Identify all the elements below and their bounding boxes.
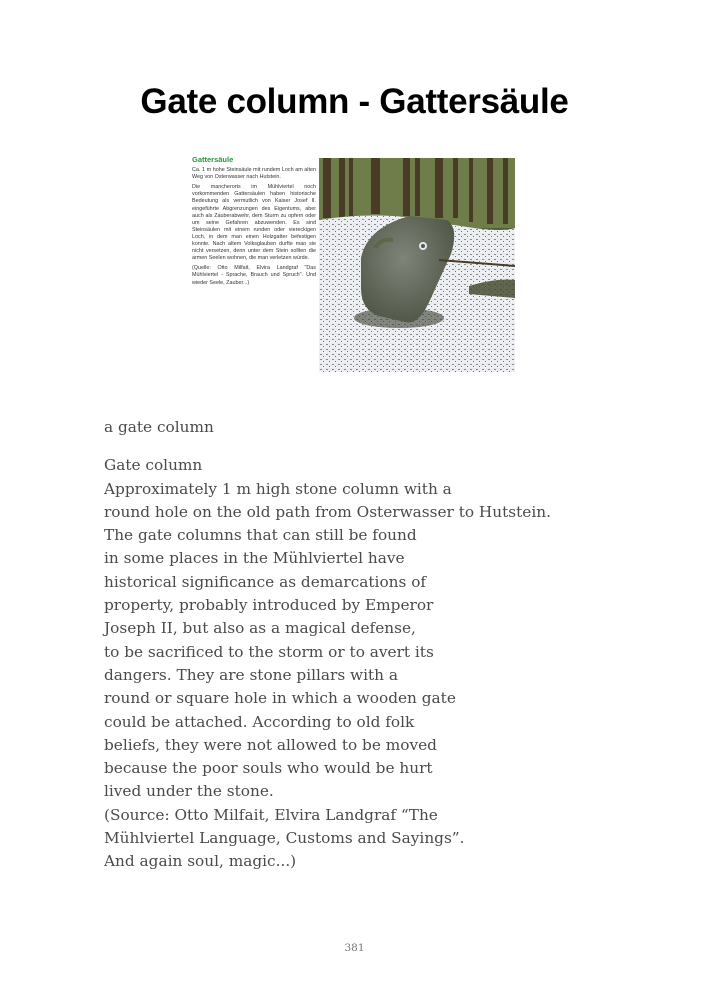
scan-paragraph: Ca. 1 m hohe Steinsäule mit rundem Loch am alten Weg von Osterwasser nach Hutstein. xyxy=(192,167,316,181)
body-text xyxy=(104,416,624,874)
text-line: Mühlviertel Language, Customs and Sayings”. xyxy=(104,829,465,848)
description-paragraph xyxy=(104,454,624,873)
text-line: lived under the stone. xyxy=(104,782,274,801)
scan-paragraph: Die mancherorts im Mühlviertel noch vorkommenden Gattersäulen haben historische Bedeutung als vermutlich von Kaiser Josef II. eingeführte Abgrenzungen des Eigentums, aber auch als Zauberabwehr, dem Sturm zu opfern oder um seine Gefahren abzuwenden. Es sind Steinsäulen mit einem runden oder viereckigen Loch, in dem man einen Holzgatter befestigen konnte. Nach altem Volksglauben durfte man sie nicht versetzen, denn unter dem Stein sollten die armen Seelen wohnen, die man verletzen würde. xyxy=(192,184,316,262)
text-line: And again soul, magic...) xyxy=(104,852,297,871)
text-line: Joseph II, but also as a magical defense, xyxy=(104,619,416,638)
scan-title: Gattersäule xyxy=(192,156,234,164)
text-line: (Source: Otto Milfait, Elvira Landgraf “The xyxy=(104,805,438,824)
scan-paragraph: (Quelle: Otto Milfait, Elvira Landgraf "Das Mühlviertel - Sprache, Brauch und Spruch". Und wieder Seele, Zauber...) xyxy=(192,265,316,286)
text-line: to be sacrificed to the storm or to avert its xyxy=(104,642,434,661)
text-line: Gate column xyxy=(104,456,203,475)
figure xyxy=(190,156,516,372)
text-line: The gate columns that can still be found xyxy=(104,526,417,545)
text-line: beliefs, they were not allowed to be moved xyxy=(104,735,437,754)
text-line: round or square hole in which a wooden gate xyxy=(104,689,456,708)
scanned-text-image xyxy=(192,156,316,340)
text-line: round hole on the old path from Osterwasser to Hutstein. xyxy=(104,502,551,521)
text-line: because the poor souls who would be hurt xyxy=(104,759,433,778)
text-line: Approximately 1 m high stone column with a xyxy=(104,479,452,498)
text-line: could be attached. According to old folk xyxy=(104,712,415,731)
image-caption: a gate column xyxy=(104,418,214,436)
text-line: historical significance as demarcations of xyxy=(104,572,427,591)
stone-photo xyxy=(319,158,515,372)
text-line: property, probably introduced by Emperor xyxy=(104,596,434,615)
page-title: Gate column - Gattersäule xyxy=(140,82,569,121)
text-line: dangers. They are stone pillars with a xyxy=(104,665,399,684)
stone-photo-image xyxy=(319,158,515,372)
page-number: 381 xyxy=(344,942,365,954)
text-line: in some places in the Mühlviertel have xyxy=(104,549,405,568)
